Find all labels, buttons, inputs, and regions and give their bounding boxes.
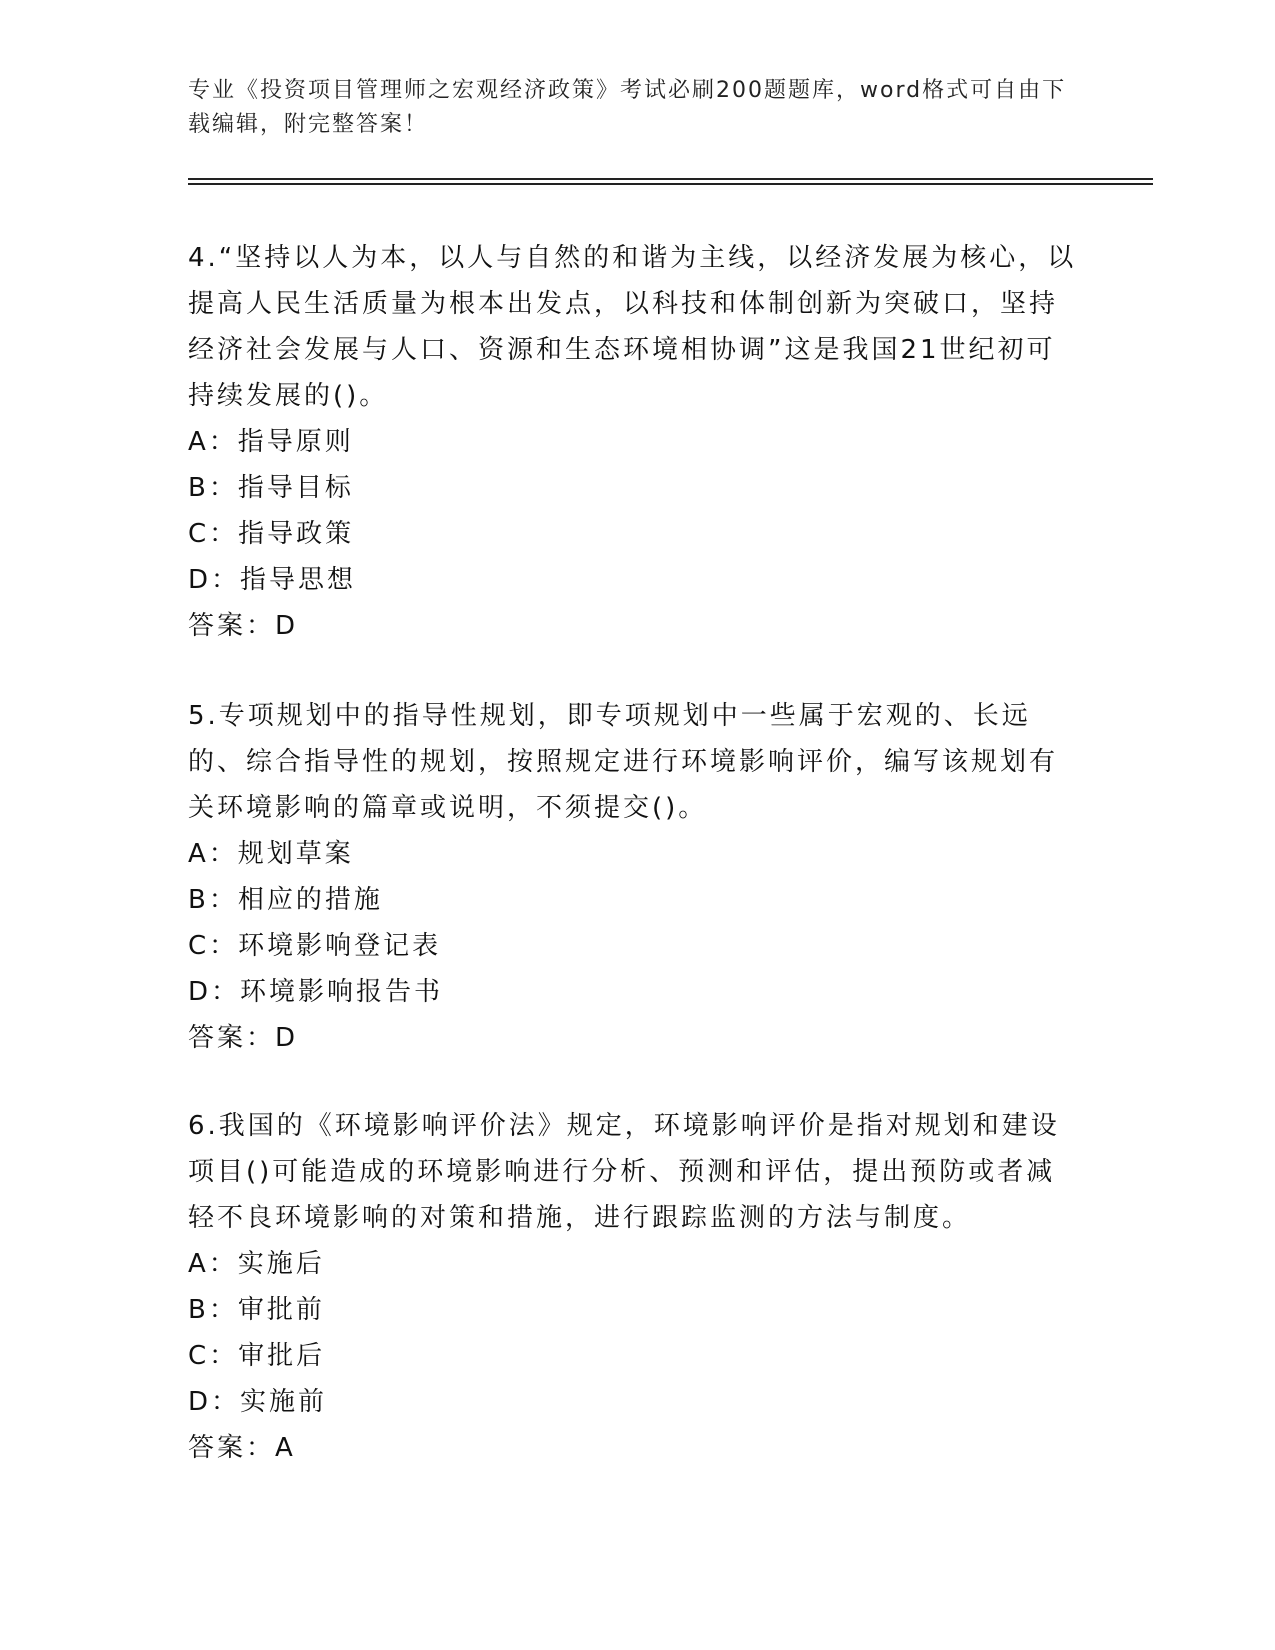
option-b: B：审批前	[188, 1295, 325, 1325]
question-stem: 5.专项规划中的指导性规划，即专项规划中一些属于宏观的、长远的、综合指导性的规划，按照规定进行环境影响评价，编写该规划有关环境影响的篇章或说明，不须提交()。	[188, 701, 1059, 823]
option-d: D：实施前	[188, 1387, 328, 1417]
question-stem: 4.“坚持以人为本，以人与自然的和谐为主线，以经济发展为核心，以提高人民生活质量为根本出发点，以科技和体制创新为突破口，坚持经济社会发展与人口、资源和生态环境相协调”这是我国21世纪初可持续发展的()。	[188, 243, 1077, 411]
question-5	[188, 693, 1083, 1061]
option-c: C：指导政策	[188, 519, 355, 549]
option-a: A：实施后	[188, 1249, 325, 1279]
answer: 答案：A	[188, 1433, 296, 1463]
document-header: 专业《投资项目管理师之宏观经济政策》考试必刷200题题库，word格式可自由下载编辑，附完整答案！	[188, 78, 1067, 137]
option-c: C：环境影响登记表	[188, 931, 442, 961]
answer: 答案：D	[188, 611, 299, 641]
option-b: B：指导目标	[188, 473, 354, 503]
header-divider-bottom	[188, 183, 1153, 185]
option-d: D：指导思想	[188, 565, 357, 595]
option-a: A：指导原则	[188, 427, 354, 457]
option-a: A：规划草案	[188, 839, 354, 869]
question-4	[188, 235, 1083, 649]
option-b: B：相应的措施	[188, 885, 383, 915]
option-c: C：审批后	[188, 1341, 326, 1371]
header-divider-top	[188, 178, 1153, 180]
option-d: D：环境影响报告书	[188, 977, 444, 1007]
question-stem: 6.我国的《环境影响评价法》规定，环境影响评价是指对规划和建设项目()可能造成的环境影响进行分析、预测和评估，提出预防或者减轻不良环境影响的对策和措施，进行跟踪监测的方法与制度。	[188, 1111, 1060, 1233]
answer: 答案：D	[188, 1023, 299, 1053]
question-6	[188, 1103, 1083, 1471]
